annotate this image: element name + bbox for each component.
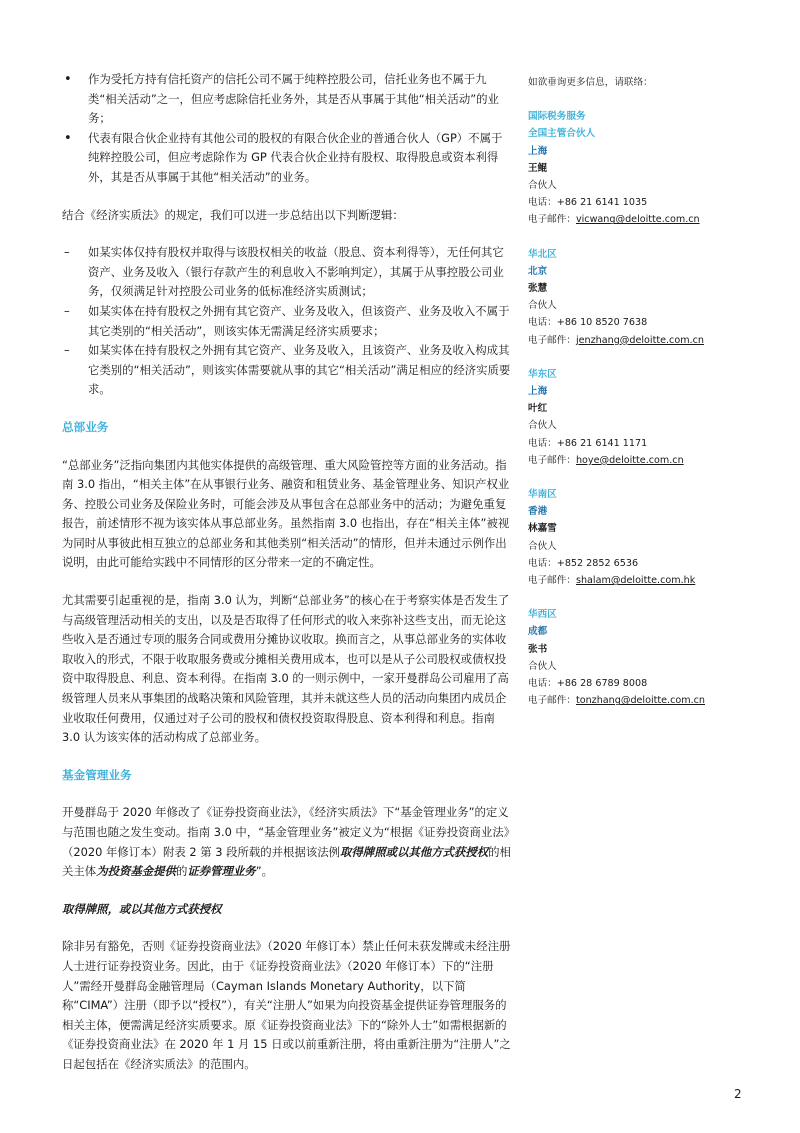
contact-name: 张书 (528, 643, 548, 655)
contact-region: 国际税务服务 (528, 111, 586, 123)
contact-name: 叶红 (528, 403, 548, 415)
contact-email-link[interactable]: tonzhang@deloitte.com.cn (575, 695, 706, 707)
main-column (62, 70, 512, 1075)
license-paragraph: 除非另有豁免，否则《证券投资商业法》（2020 年修订本）禁止任何未获发牌或未经注册人士进行证券投资业务。因此，由于《证券投资商业法》（2020 年修订本）下的“注册人”需经开曼群岛金融管理局（Cayman Islands Monetary Authority，以下简称“CIMA”）注册（即予以“授权”），有关“注册人”如果为向投资基金提供证券管理服务的相关主体，便需满足经济实质要求。原《证券投资商业法》下的“除外人士”如需根据新的《证券投资商业法》在 2020 年 1 月 15 日或以前重新注册，将由重新注册为“注册人”之日起包括在《经济实质法》的范围内。 (62, 939, 511, 1071)
contact-email-row: 电子邮件：tonzhang@deloitte.com.cn (528, 695, 706, 707)
contact-city: 成都 (528, 626, 548, 638)
contact-region: 华西区 (528, 609, 557, 621)
contact-card (528, 606, 778, 709)
contact-email-row: 电子邮件：hoye@deloitte.com.cn (528, 454, 684, 466)
fund-paragraph: 开曼群岛于 2020 年修改了《证券投资商业法》，《经济实质法》下“基金管理业务”的定义与范围也随之发生变动。指南 3.0 中，“基金管理业务”被定义为“根据《证券投资商业法》（2020 年修订本）附表 2 第 3 段所载的并根据该法例取得牌照或以其他方式获授权的相关主体为投资基金提供的证券管理业务”。 (62, 805, 511, 879)
contact-card (528, 366, 778, 469)
contact-phone: 电话：+86 28 6789 8008 (528, 678, 648, 690)
hq-paragraph-2: 尤其需要引起重视的是，指南 3.0 认为，判断“总部业务”的核心在于考察实体是否发生了与高级管理活动相关的支出，以及是否取得了任何形式的收入来弥补这些支出，而无论这些收入是否通过专项的服务合同或费用分摊协议收取。换而言之，从事总部业务的实体收取收入的形式，不限于收取服务费或分摊相关费用成本，也可以是从子公司股权或债权投资中取得股息、利息、资本利得。在指南 3.0 的一则示例中，一家开曼群岛公司雇用了高级管理人员来从事集团的战略决策和风险管理，其并未就这些人员的活动向集团内成员企业收取任何费用，仅通过对子公司的股权和债权投资取得股息、资本利得和利息。指南 3.0 认为该实体的活动构成了总部业务。 (62, 593, 510, 745)
contact-name: 王鲲 (528, 162, 548, 174)
contact-card (528, 108, 778, 228)
contact-city: 香港 (528, 506, 548, 518)
contact-email-link[interactable]: shalam@deloitte.com.hk (575, 575, 696, 587)
contact-region: 华北区 (528, 248, 557, 260)
contact-email-row: 电子邮件：shalam@deloitte.com.hk (528, 575, 696, 587)
page-number: 2 (734, 1087, 742, 1101)
contact-name: 林嘉雪 (528, 523, 557, 535)
bullet-list (62, 70, 512, 188)
contact-title: 合伙人 (528, 420, 557, 432)
contact-intro: 如欲垂询更多信息，请联络： (528, 77, 653, 88)
contact-email-link[interactable]: jenzhang@deloitte.com.cn (575, 334, 704, 346)
logic-item: – 如某实体仅持有股权并取得与该股权相关的收益（股息、资本利得等），无任何其它资产、业务及收入（银行存款产生的利息收入不影响判定），其属于从事控股公司业务，仅须满足针对控股公司业务的低标准经济实质测试； (62, 243, 512, 302)
bullet-item: • 作为受托方持有信托资产的信托公司不属于纯粹控股公司，信托业务也不属于九类“相关活动”之一，但应考虑除信托业务外，其是否从事属于其他“相关活动”的业务； (62, 70, 512, 129)
contact-title: 合伙人 (528, 660, 557, 672)
contact-name: 张慧 (528, 283, 548, 295)
contact-sidebar (528, 74, 778, 727)
license-subheading: 取得牌照，或以其他方式获授权 (62, 901, 222, 916)
contact-phone: 电话：+852 2852 6536 (528, 557, 639, 569)
contact-city: 上海 (528, 145, 548, 157)
logic-item: – 如某实体在持有股权之外拥有其它资产、业务及收入，但该资产、业务及收入不属于其它类别的“相关活动”，则该实体无需满足经济实质要求； (62, 302, 512, 341)
bullet-item: • 代表有限合伙企业持有其他公司的股权的有限合伙企业的普通合伙人（GP）不属于纯粹控股公司，但应考虑除作为 GP 代表合伙企业持有股权、取得股息或资本利得外，其是否从事属于其他“相关活动”的业务。 (62, 129, 512, 188)
contact-email-link[interactable]: hoye@deloitte.com.cn (575, 454, 684, 466)
hq-paragraph-1: “总部业务”泛指向集团内其他实体提供的高级管理、重大风险管控等方面的业务活动。指南 3.0 指出，“相关主体”在从事银行业务、融资和租赁业务、基金管理业务、知识产权业务、控股公司业务及保险业务时，可能会涉及从事包含在总部业务中的活动；为避免重复报告，前述情形不视为该实体从事总部业务。虽然指南 3.0 也指出，存在“相关主体”被视为同时从事彼此相互独立的总部业务和其他类别“相关活动”的情形，但并未通过示例作出说明，由此可能给实践中不同情形的区分带来一定的不确定性。 (62, 457, 510, 570)
contact-title: 合伙人 (528, 300, 557, 312)
contact-title: 合伙人 (528, 540, 557, 552)
contact-phone: 电话：+86 21 6141 1035 (528, 197, 648, 209)
contact-phone: 电话：+86 10 8520 7638 (528, 317, 648, 329)
logic-item: – 如某实体在持有股权之外拥有其它资产、业务及收入，且该资产、业务及收入构成其它类别的“相关活动”，则该实体需要就从事的其它“相关活动”满足相应的经济实质要求。 (62, 341, 512, 400)
contact-card (528, 486, 778, 589)
contact-region-sub: 全国主管合伙人 (528, 128, 596, 140)
contact-email-row: 电子邮件：vicwang@deloitte.com.cn (528, 214, 700, 226)
contact-email-row: 电子邮件：jenzhang@deloitte.com.cn (528, 334, 704, 346)
contact-region: 华南区 (528, 489, 557, 501)
contact-card (528, 246, 778, 349)
contact-city: 北京 (528, 265, 548, 277)
contact-phone: 电话：+86 21 6141 1171 (528, 437, 648, 449)
contact-email-link[interactable]: vicwang@deloitte.com.cn (575, 214, 700, 226)
logic-list (62, 243, 512, 400)
contact-city: 上海 (528, 386, 548, 398)
logic-intro: 结合《经济实质法》的规定，我们可以进一步总结出以下判断逻辑： (62, 207, 404, 222)
contact-title: 合伙人 (528, 180, 557, 192)
section-heading-fund: 基金管理业务 (62, 767, 132, 782)
section-heading-hq: 总部业务 (62, 419, 109, 434)
contact-region: 华东区 (528, 368, 557, 380)
